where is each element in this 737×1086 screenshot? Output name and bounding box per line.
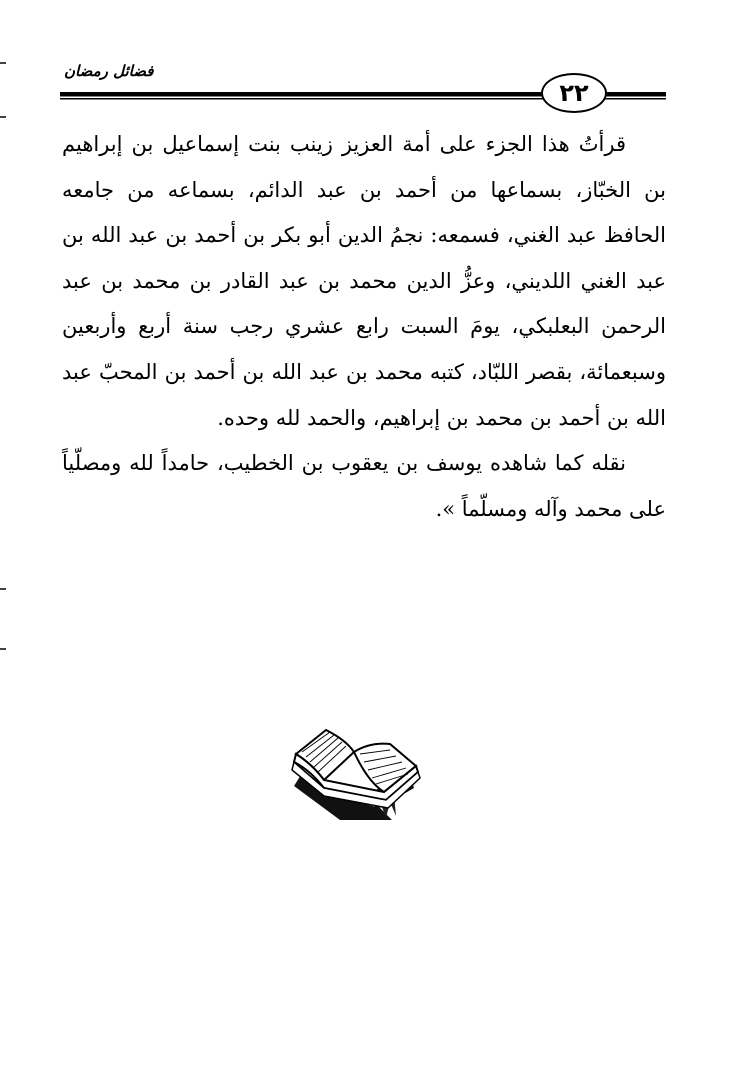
page-number-badge <box>541 73 607 113</box>
open-book-icon <box>282 722 422 826</box>
paragraph-transmission-note: نقله كما شاهده يوسف بن يعقوب بن الخطيب، حامداً لله ومصلّياً على محمد وآله ومسلّماً ». <box>62 451 666 521</box>
paragraph-colophon: قرأتُ هذا الجزء على أمة العزيز زينب بنت إسماعيل بن إبراهيم بن الخبّاز، بسماعها من أحمد بن عبد الدائم، بسماعه من جامعه الحافظ عبد الغني، فسمعه: نجمُ الدين أبو بكر بن أحمد بن عبد الله بن عبد الغني اللديني، وعزُّ الدين محمد بن عبد القادر بن محمد بن عبد الرحمن البعلبكي، يومَ السبت رابع عشري رجب سنة أربع وأربعين وسبعمائة، بقصر اللبّاد، كتبه محمد بن عبد الله بن أحمد بن المحبّ عبد الله بن أحمد بن محمد بن إبراهيم، والحمد لله وحده. <box>62 132 666 430</box>
body-text <box>62 122 666 532</box>
scan-edge-mark <box>0 588 6 590</box>
scan-edge-mark <box>0 62 6 64</box>
page-number: ٢٢ <box>559 79 589 107</box>
scan-edge-mark <box>0 116 6 118</box>
scan-edge-mark <box>0 648 6 650</box>
running-title: فضائل رمضان <box>64 62 154 80</box>
